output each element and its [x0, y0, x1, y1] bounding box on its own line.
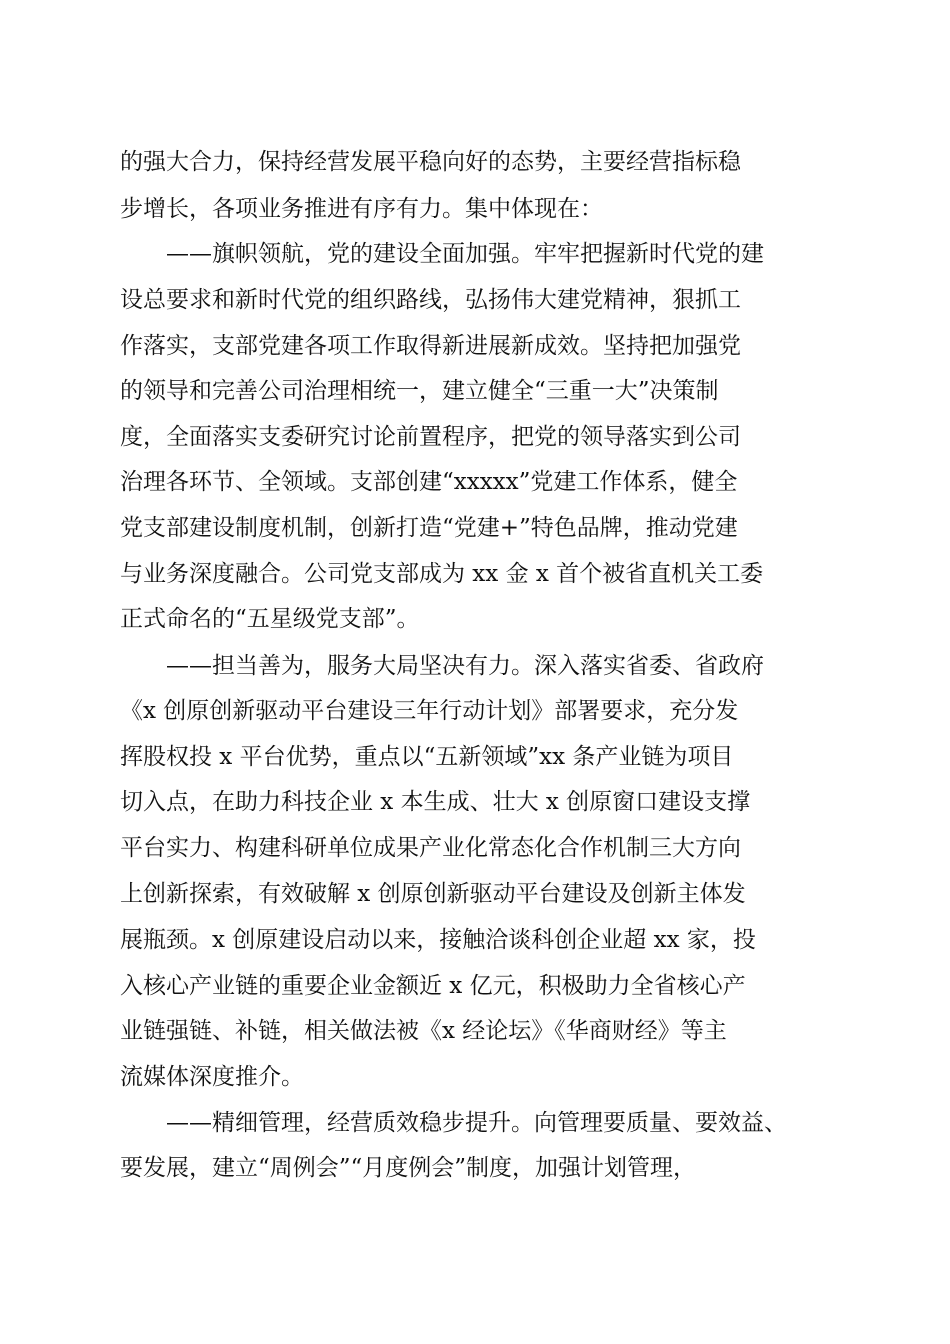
paragraph-line: 治理各环节、全领域。支部创建“xxxxx”党建工作体系，健全 [120, 469, 738, 495]
paragraph-line: 要发展，建立“周例会”“月度例会”制度，加强计划管理， [120, 1155, 697, 1181]
paragraph-line: ——精细管理，经营质效稳步提升。向管理要质量、要效益、 [166, 1110, 787, 1136]
paragraph-line: 入核心产业链的重要企业金额近 x 亿元，积极助力全省核心产 [120, 973, 746, 999]
paragraph-line: 平台实力、构建科研单位成果产业化常态化合作机制三大方向 [120, 835, 741, 861]
paragraph-line: ——旗帜领航，党的建设全面加强。牢牢把握新时代党的建 [166, 241, 764, 267]
paragraph-line: 度，全面落实支委研究讨论前置程序，把党的领导落实到公司 [120, 424, 741, 450]
paragraph-line: 党支部建设制度机制，创新打造“党建+”特色品牌，推动党建 [120, 515, 738, 541]
paragraph-line: 《x 创原创新驱动平台建设三年行动计划》部署要求，充分发 [120, 698, 739, 724]
paragraph-line: 业链强链、补链，相关做法被《x 经论坛》《华商财经》等主 [120, 1018, 727, 1044]
paragraph-line: 挥股权投 x 平台优势，重点以“五新领域”xx 条产业链为项目 [120, 744, 734, 770]
paragraph-line: 展瓶颈。x 创原建设启动以来，接触洽谈科创企业超 xx 家，投 [120, 927, 756, 953]
paragraph-line: 步增长，各项业务推进有序有力。集中体现在： [120, 196, 603, 222]
paragraph-line: 流媒体深度推介。 [120, 1064, 304, 1090]
paragraph-line: 作落实，支部党建各项工作取得新进展新成效。坚持把加强党 [120, 333, 741, 359]
paragraph-line: 切入点，在助力科技企业 x 本生成、壮大 x 创原窗口建设支撑 [120, 789, 751, 815]
paragraph-line: 与业务深度融合。公司党支部成为 xx 金 x 首个被省直机关工委 [120, 561, 764, 587]
paragraph-line: 的强大合力，保持经营发展平稳向好的态势，主要经营指标稳 [120, 149, 741, 175]
paragraph-line: 设总要求和新时代党的组织路线，弘扬伟大建党精神，狠抓工 [120, 287, 741, 313]
paragraph-line: 的领导和完善公司治理相统一，建立健全“三重一大”决策制 [120, 378, 719, 404]
paragraph-line: 正式命名的“五星级党支部”。 [120, 606, 420, 632]
paragraph-line: 上创新探索，有效破解 x 创原创新驱动平台建设及创新主体发 [120, 881, 746, 907]
paragraph-line: ——担当善为，服务大局坚决有力。深入落实省委、省政府 [166, 653, 764, 679]
